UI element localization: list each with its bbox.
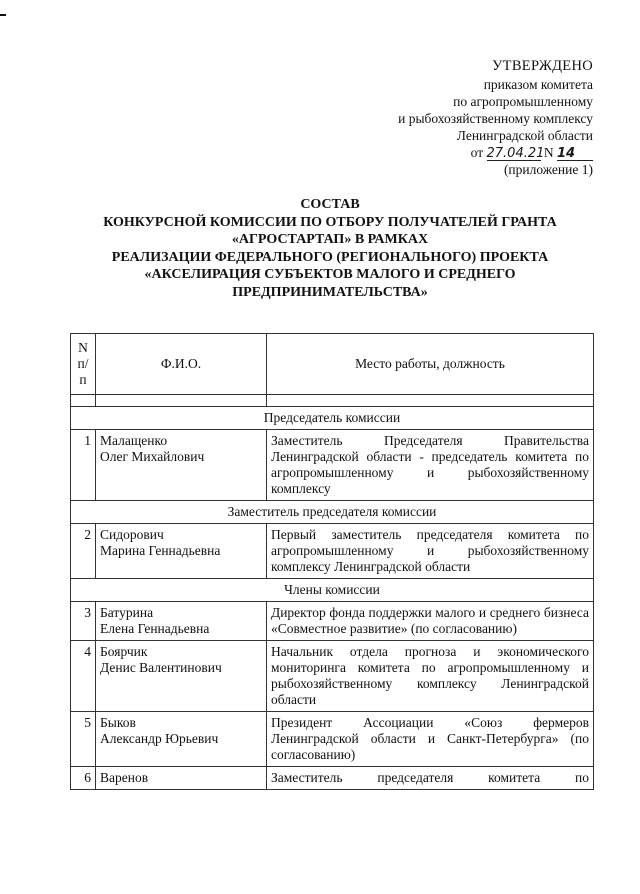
table-row xyxy=(71,641,594,712)
member-surname: Малащенко xyxy=(100,433,168,448)
member-surname: Варенов xyxy=(100,770,149,785)
section-title: Члены комиссии xyxy=(71,579,594,602)
member-number: 6 xyxy=(71,767,96,790)
document-title xyxy=(70,196,590,301)
title-line: РЕАЛИЗАЦИИ ФЕДЕРАЛЬНОГО (РЕГИОНАЛЬНОГО) ПРОЕКТА xyxy=(111,249,549,265)
table-spacer-row xyxy=(71,395,594,407)
table-row xyxy=(71,712,594,767)
title-line: «АКСЕЛИРАЦИЯ СУБЪЕКТОВ МАЛОГО И СРЕДНЕГО xyxy=(144,267,516,282)
approval-line: и рыбохозяйственному комплексу xyxy=(398,111,593,126)
scan-corner-mark xyxy=(0,14,6,16)
approval-line: Ленинградской области xyxy=(456,128,593,143)
member-position: Заместитель председателя комитета по xyxy=(267,767,594,790)
title-line: КОНКУРСНОЙ КОМИССИИ ПО ОТБОРУ ПОЛУЧАТЕЛЕЙ ГРАНТА xyxy=(103,214,557,230)
member-surname: Батурина xyxy=(100,605,154,620)
member-number: 1 xyxy=(71,430,96,501)
approval-heading: УТВЕРЖДЕНО xyxy=(492,58,593,74)
approval-line: приказом комитета xyxy=(483,77,593,92)
member-given-names: Денис Валентинович xyxy=(100,660,222,675)
header-name: Ф.И.О. xyxy=(96,334,267,395)
section-title: Председатель комиссии xyxy=(71,407,594,430)
member-name xyxy=(96,430,267,501)
section-row xyxy=(71,501,594,524)
header-number-line1: N xyxy=(78,340,88,355)
member-number: 2 xyxy=(71,524,96,579)
header-number-line2: п/п xyxy=(77,356,89,387)
member-position: Заместитель Председателя Правительства Ленинградской области - председатель комитета по агропромышленному и рыбохозяйственному комплексу xyxy=(267,430,594,501)
member-name xyxy=(96,767,267,790)
section-row xyxy=(71,579,594,602)
header-number xyxy=(71,334,96,395)
member-name xyxy=(96,524,267,579)
approval-stamp-block xyxy=(398,58,593,178)
table-row xyxy=(71,602,594,641)
title-line: «АГРОСТАРТАП» В РАМКАХ xyxy=(231,232,429,247)
member-surname: Сидорович xyxy=(100,527,164,542)
member-position: Директор фонда поддержки малого и среднего бизнеса «Совместное развитие» (по согласованию) xyxy=(267,602,594,641)
appendix-label: (приложение 1) xyxy=(503,162,593,177)
table-row xyxy=(71,767,594,790)
table-row xyxy=(71,524,594,579)
section-title: Заместитель председателя комиссии xyxy=(71,501,594,524)
member-name xyxy=(96,641,267,712)
section-row xyxy=(71,407,594,430)
member-surname: Боярчик xyxy=(100,644,148,659)
member-number: 5 xyxy=(71,712,96,767)
member-given-names: Елена Геннадьевна xyxy=(100,621,210,636)
handwritten-order-number: 14 xyxy=(557,147,593,161)
member-given-names: Александр Юрьевич xyxy=(100,731,219,746)
handwritten-date: 27.04.21 xyxy=(486,146,545,161)
title-line: ПРЕДПРИНИМАТЕЛЬСТВА» xyxy=(232,284,428,300)
member-position: Начальник отдела прогноза и экономического мониторинга комитета по агропромышленному и рыбохозяйственному комплексу Ленинградской области xyxy=(267,641,594,712)
member-name xyxy=(96,712,267,767)
member-name xyxy=(96,602,267,641)
member-number: 3 xyxy=(71,602,96,641)
table-row xyxy=(71,430,594,501)
order-date-number-line xyxy=(398,144,593,161)
number-prefix: N xyxy=(543,145,554,160)
title-line: СОСТАВ xyxy=(300,197,360,212)
member-given-names: Марина Геннадьевна xyxy=(100,543,221,558)
member-position: Президент Ассоциации «Союз фермеров Ленинградской области и Санкт-Петербурга» (по согласованию) xyxy=(267,712,594,767)
commission-table xyxy=(70,333,594,790)
approval-line: по агропромышленному xyxy=(453,94,593,109)
member-number: 4 xyxy=(71,641,96,712)
member-given-names: Олег Михайлович xyxy=(100,449,205,464)
date-prefix: от xyxy=(470,145,484,160)
header-position: Место работы, должность xyxy=(267,334,594,395)
table-header-row xyxy=(71,334,594,395)
member-position: Первый заместитель председателя комитета по агропромышленному и рыбохозяйственному комплексу Ленинградской области xyxy=(267,524,594,579)
member-surname: Быков xyxy=(100,715,136,730)
